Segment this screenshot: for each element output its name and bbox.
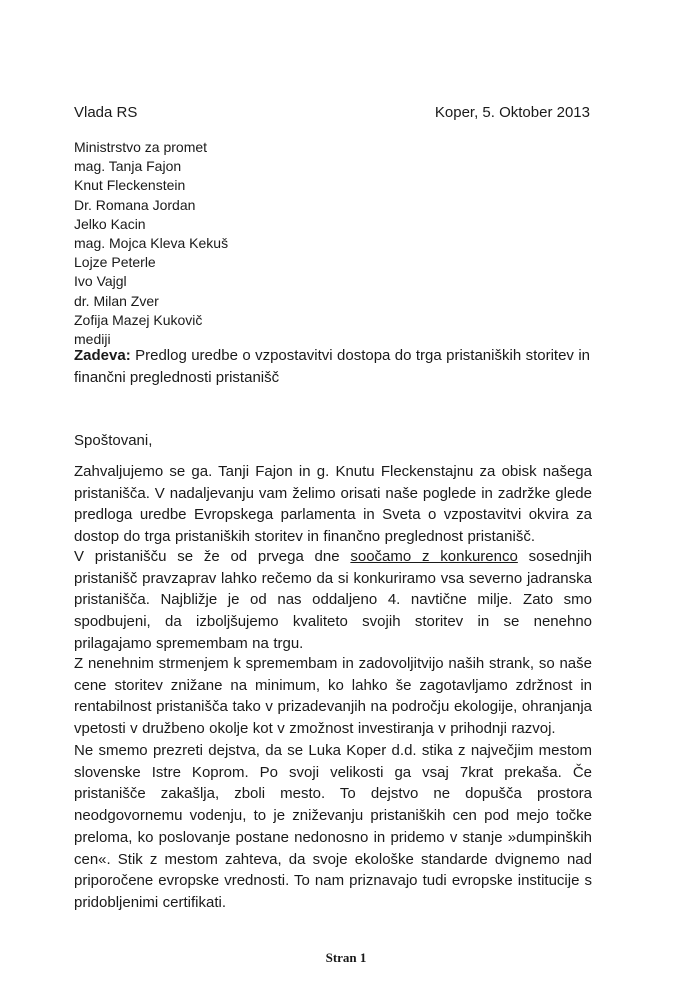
paragraph-2: [74, 546, 592, 655]
paragraph-2-start: V pristanišču se že od prvega dne: [74, 548, 340, 565]
subject-line: [74, 345, 590, 389]
recipient: dr. Milan Zver: [74, 292, 159, 309]
recipient: Ivo Vajgl: [74, 273, 127, 290]
paragraph-4: Ne smemo prezreti dejstva, da se Luka Koper d.d. stika z največjim mestom slovenske Istre Koprom. Po svoji velikosti ga vsaj 7krat prekaša. Če pristanišče zakašlja, zboli mesto. To dejstvo ne dopušča prostora neodgovornemu vodenju, to je zniževanju pristaniških cen pod mejo točke preloma, ko poslovanje postane nedonosno in pridemo v stanje »dumpinških cen«. Stik z mestom zahteva, da svoje ekološke standarde dvignemo nad priporočene evropske vrednosti. To nam priznavajo tudi evropske institucije s pridobljenimi certifikati.: [74, 742, 592, 911]
recipient: Lojze Peterle: [74, 254, 156, 271]
place-date: Koper, 5. Oktober 2013: [434, 104, 590, 121]
recipient: Zofija Mazej Kukovič: [74, 311, 203, 328]
paragraph-1: Zahvaljujemo se ga. Tanji Fajon in g. Knutu Fleckenstajnu za obisk našega pristanišča. V nadaljevanju vam želimo orisati naše poglede in zadržke glede predloga uredbe Evropskega parlamenta in Sveta o vzpostavitvi okvira za dostop do trga pristaniških storitev in finančno preglednost pristanišč.: [74, 463, 592, 546]
recipient-list: [74, 138, 228, 349]
subject-text: Predlog uredbe o vzpostavitvi dostopa do trga pristaniških storitev in finančni preglednosti pristanišč: [74, 347, 590, 386]
underlined-phrase: soočamo z konkurenco: [350, 548, 518, 565]
recipient: mag. Tanja Fajon: [74, 158, 182, 175]
page-number: Stran 1: [325, 950, 367, 965]
recipient: mediji: [74, 331, 111, 348]
recipient: Knut Fleckenstein: [74, 177, 186, 194]
paragraph-3: Z nenehnim strmenjem k spremembam in zadovoljitvijo naših strank, so naše cene storitev znižane na minimum, ko lahko še zagotavljamo zdržnost in rentabilnost pristanišča tako v prizadevanjih na področju ekologije, ohranjanja vpetosti v družbeno okolje kot v zmožnost investiranja v prihodnji razvoj.: [74, 655, 592, 738]
recipient: mag. Mojca Kleva Kekuš: [74, 235, 229, 252]
subject-label: Zadeva:: [74, 347, 131, 364]
sender: Vlada RS: [74, 104, 138, 121]
recipient: Dr. Romana Jordan: [74, 196, 196, 213]
paragraph-2-end: sosednjih pristanišč pravzaprav lahko rečemo da si konkuriramo vsa severno jadranska pristanišča. Najbližje je od nas oddaljeno 4. navtične milje. Zato smo spodbujeni, da izboljšujemo kvaliteto svojih storitev in se nenehno prilagajamo spremembam na trgu.: [74, 548, 593, 652]
recipient: Jelko Kacin: [74, 215, 146, 232]
salutation: Spoštovani,: [74, 432, 153, 449]
recipient: Ministrstvo za promet: [74, 139, 208, 155]
